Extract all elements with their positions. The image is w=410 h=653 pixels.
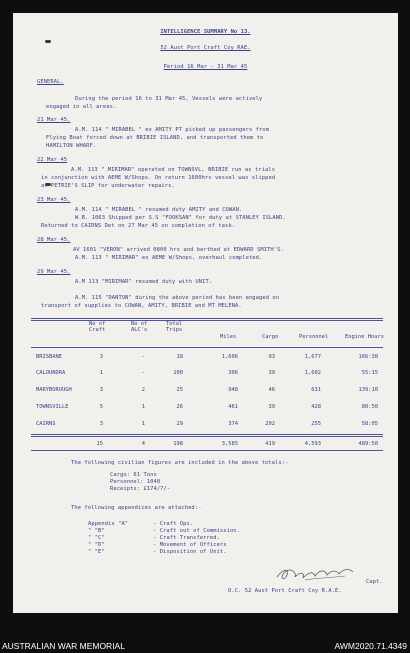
- table-cell: 374: [228, 421, 238, 427]
- table-cell: 93: [268, 354, 275, 360]
- unit-name: 52 Aust Port Craft Coy RAE.: [160, 45, 251, 51]
- table-total-cell: 15: [96, 441, 103, 447]
- table-rule-header: [31, 347, 383, 348]
- table-cell: 3: [99, 387, 103, 393]
- table-cell-station: CALOUNDRA: [36, 370, 66, 376]
- table-cell: 948: [228, 387, 238, 393]
- civilian-intro: The following civilian figures are included in the above totals:-: [71, 460, 289, 466]
- appendix-mark: " "E": [88, 549, 105, 555]
- civilian-personnel: Personnel: 1040: [110, 479, 161, 485]
- table-cell: 255: [311, 421, 321, 427]
- period-line: Period 16 Mar - 31 Mar 45: [163, 64, 248, 70]
- appendix-desc: - Movement of Officers: [153, 542, 227, 548]
- table-cell: -: [141, 370, 145, 376]
- table-total-cell: 4: [141, 441, 145, 447]
- column-header: Engine Hours: [345, 334, 384, 340]
- table-rule-bottom: [31, 450, 383, 451]
- table-cell: 3: [99, 421, 103, 427]
- column-header: No of Craft: [89, 321, 106, 333]
- accession-number: AWM2020.71.4349: [334, 641, 407, 651]
- signature-block: O.C. 52 Aust Port Craft Coy R.A.E.: [228, 588, 342, 594]
- table-cell: 1,677: [304, 354, 321, 360]
- table-cell: 139:10: [358, 387, 378, 393]
- table-cell: 1: [99, 370, 103, 376]
- table-cell: 2: [141, 387, 145, 393]
- handwritten-signature: [275, 563, 355, 585]
- general-text-line: engaged in all areas.: [46, 104, 117, 110]
- entry-line: in conjunction with AEME W/Shops. On return 1600hrs vessel was slipped: [41, 175, 276, 181]
- table-cell: 166:30: [358, 354, 378, 360]
- document-page: [13, 13, 398, 613]
- appendix-desc: - Craft Ops.: [153, 521, 194, 527]
- entry-line: AV 1601 "VERON" arrived 0800 hrs and berthed at EDWARD SMITH'S.: [73, 247, 284, 253]
- entry-line: transport of supplies to COWAN, AMITY, BRIBIE and MT MELENA.: [41, 303, 242, 309]
- table-cell-station: MARYBOROUGH: [36, 387, 72, 393]
- table-cell: 18: [176, 354, 183, 360]
- entry-line: at PETRIE'S SLIP for underwater repairs.: [41, 183, 175, 189]
- entry-line: A.M 113 "MIRIMAR" resumed duty with UNIT.: [75, 279, 213, 285]
- appendix-desc: - Craft out of Commission.: [153, 528, 240, 534]
- table-total-cell: 4,593: [304, 441, 321, 447]
- appendix-mark: " "C": [88, 535, 105, 541]
- table-cell: 39: [268, 370, 275, 376]
- table-cell-station: BRISBANE: [36, 354, 62, 360]
- table-total-cell: 489:50: [358, 441, 378, 447]
- column-header: Personnel: [299, 334, 329, 340]
- table-cell: 202: [265, 421, 275, 427]
- institution-name: AUSTRALIAN WAR MEMORIAL: [2, 641, 125, 651]
- table-total-cell: 419: [265, 441, 275, 447]
- table-cell: 631: [311, 387, 321, 393]
- table-total-cell: 198: [173, 441, 183, 447]
- table-cell: 55:15: [361, 370, 378, 376]
- table-cell-station: CAIRNS: [36, 421, 56, 427]
- appendices-intro: The following appendices are attached:-: [71, 505, 202, 511]
- appendix-desc: - Craft Transferred.: [153, 535, 220, 541]
- table-cell: 428: [311, 404, 321, 410]
- table-rule-totals: [31, 434, 383, 435]
- table-total-cell: 3,585: [221, 441, 238, 447]
- table-cell: -: [141, 354, 145, 360]
- table-cell: 58:05: [361, 421, 378, 427]
- table-cell: 1,602: [304, 370, 321, 376]
- table-cell: 29: [176, 421, 183, 427]
- column-header: Cargo: [262, 334, 279, 340]
- summary-title: INTELLIGENCE SUMMARY No 13.: [160, 29, 251, 35]
- entry-line: A.M. 115 "DANTON" during the above period has been engaged on: [75, 295, 280, 301]
- general-text-line: During the period 16 to 31 Mar 45, Vessels were actively: [75, 96, 263, 102]
- appendix-mark: " "D": [88, 542, 105, 548]
- table-cell: 306: [228, 370, 238, 376]
- entry-date: 23 Mar 45.: [37, 197, 71, 203]
- entry-date: 28 Mar 45.: [37, 237, 71, 243]
- table-rule-top: [31, 318, 383, 319]
- signature-rank: Capt.: [366, 579, 383, 585]
- entry-line: Flying Boat forced down at BRIBIE ISLAND, and transported them to: [46, 135, 264, 141]
- appendix-mark: " "B": [88, 528, 105, 534]
- entry-date: 21 Mar 45.: [37, 117, 71, 123]
- entry-line: HAMILTON WHARF.: [46, 143, 97, 149]
- table-cell: 461: [228, 404, 238, 410]
- appendix-desc: - Disposition of Unit.: [153, 549, 227, 555]
- column-header: Total Trips: [166, 321, 183, 333]
- table-cell: 1: [141, 421, 145, 427]
- table-cell: 46: [268, 387, 275, 393]
- table-rule-totals: [31, 436, 383, 437]
- table-cell-station: TOWNSVILLE: [36, 404, 69, 410]
- table-rule-top: [31, 320, 383, 321]
- table-cell: 1: [141, 404, 145, 410]
- table-cell: 80:50: [361, 404, 378, 410]
- table-cell: 100: [173, 370, 183, 376]
- entry-line: A.M. 114 " MIRABEL " ex AMITY PT picked up passengers from: [75, 127, 270, 133]
- column-header: Miles: [220, 334, 237, 340]
- entry-date: 29 Mar 45.: [37, 269, 71, 275]
- entry-line: A.M. 113 " MIRIMAR" operated on TOWNSVL, BRIBIE run as trials: [71, 167, 276, 173]
- table-cell: 1,606: [221, 354, 238, 360]
- table-cell: 26: [176, 404, 183, 410]
- entry-date: 22 Mar 45: [37, 157, 68, 163]
- civilian-cargo: Cargo: 61 Tons: [110, 472, 157, 478]
- entry-line: Returned to CAIRNS Det on 27 Mar 45 on completion of task.: [41, 223, 236, 229]
- column-header: No of ALC's: [131, 321, 148, 333]
- archive-footer: [0, 613, 410, 653]
- table-cell: 25: [176, 387, 183, 393]
- entry-line: A.M. 113 " MIRIMAR" ex AEME W/Shops, overhaul completed.: [75, 255, 263, 261]
- table-cell: 3: [99, 354, 103, 360]
- civilian-receipts: Receipts: £174/7/-: [110, 486, 171, 492]
- entry-line: W.B. 1063 Shipped per S.S "FOOKSAN" for duty at STANLEY ISLAND.: [75, 215, 286, 221]
- table-cell: 5: [99, 404, 103, 410]
- entry-line: A.M. 114 " MIRABEL " resumed duty AMITY and COWAN.: [75, 207, 243, 213]
- appendix-mark: Appendix "A": [88, 521, 129, 527]
- punch-hole: [45, 40, 51, 43]
- table-cell: 39: [268, 404, 275, 410]
- general-heading: GENERAL.: [37, 79, 64, 85]
